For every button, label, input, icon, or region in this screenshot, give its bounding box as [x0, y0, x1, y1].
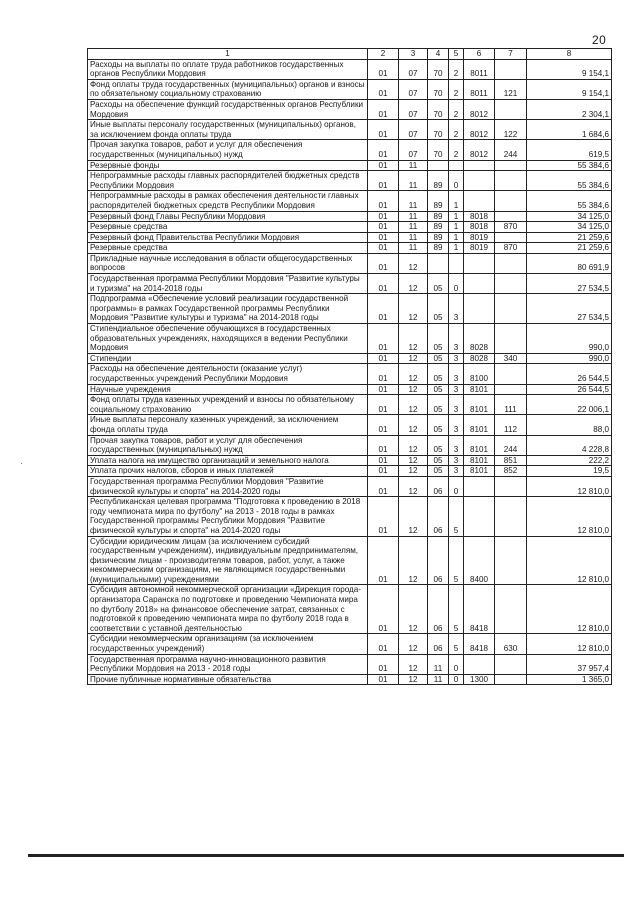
article-code-cell [464, 294, 495, 324]
subprogram-code-cell: 1 [449, 211, 464, 222]
program-code-cell: 05 [428, 274, 449, 294]
item-name-cell: Расходы на обеспечение деятельности (оказание услуг) государственных учреждений Республики Мордовия [88, 364, 368, 384]
program-code-cell: 89 [428, 191, 449, 211]
margin-mark: · [20, 458, 23, 468]
table-row [88, 395, 612, 415]
section-code-cell: 01 [368, 435, 399, 455]
amount-cell: 12 810,0 [527, 634, 612, 654]
article-code-cell: 8101 [464, 395, 495, 415]
table-row [88, 99, 612, 119]
expense-type-code-cell [495, 160, 527, 171]
subprogram-code-cell: 1 [449, 191, 464, 211]
section-code-cell: 01 [368, 455, 399, 466]
item-name-cell: Иные выплаты персоналу государственных (муниципальных) органов, за исключением фонда оплаты труда [88, 120, 368, 140]
article-code-cell: 8101 [464, 435, 495, 455]
budget-table [87, 48, 612, 685]
program-code-cell: 06 [428, 497, 449, 536]
expense-type-code-cell: 122 [495, 120, 527, 140]
subprogram-code-cell: 3 [449, 435, 464, 455]
item-name-cell: Иные выплаты персоналу казенных учреждений, за исключением фонда оплаты труда [88, 415, 368, 435]
article-code-cell: 8100 [464, 364, 495, 384]
amount-cell: 1 684,6 [527, 120, 612, 140]
amount-cell: 88,0 [527, 415, 612, 435]
expense-type-code-cell [495, 274, 527, 294]
program-code-cell: 89 [428, 171, 449, 191]
article-code-cell [464, 497, 495, 536]
subsection-code-cell: 12 [399, 353, 428, 364]
table-row [88, 140, 612, 160]
table-row [88, 59, 612, 79]
item-name-cell: Стипендиальное обеспечение обучающихся в государственных образовательных учреждениях, находящихся в ведении Республики Мордовия [88, 324, 368, 354]
article-code-cell: 8418 [464, 585, 495, 634]
amount-cell: 26 544,5 [527, 384, 612, 395]
table-row [88, 353, 612, 364]
section-code-cell: 01 [368, 232, 399, 243]
subsection-code-cell: 12 [399, 395, 428, 415]
header-cell: 6 [464, 49, 495, 60]
program-code-cell: 89 [428, 222, 449, 233]
article-code-cell [464, 253, 495, 273]
item-name-cell: Фонд оплаты труда казенных учреждений и взносы по обязательному социальному страхованию [88, 395, 368, 415]
table-row [88, 243, 612, 254]
subprogram-code-cell: 3 [449, 353, 464, 364]
item-name-cell: Расходы на выплаты по оплате труда работников государственных органов Республики Мордовия [88, 59, 368, 79]
subsection-code-cell: 07 [399, 99, 428, 119]
subprogram-code-cell: 2 [449, 99, 464, 119]
program-code-cell: 05 [428, 384, 449, 395]
program-code-cell: 89 [428, 232, 449, 243]
program-code-cell: 89 [428, 243, 449, 254]
amount-cell: 55 384,6 [527, 191, 612, 211]
amount-cell: 12 810,0 [527, 585, 612, 634]
section-code-cell: 01 [368, 171, 399, 191]
subsection-code-cell: 12 [399, 435, 428, 455]
subsection-code-cell: 11 [399, 222, 428, 233]
section-code-cell: 01 [368, 654, 399, 674]
article-code-cell: 8028 [464, 324, 495, 354]
subsection-code-cell: 12 [399, 497, 428, 536]
table-row [88, 476, 612, 496]
subsection-code-cell: 12 [399, 585, 428, 634]
header-cell: 2 [368, 49, 399, 60]
item-name-cell: Прочие публичные нормативные обязательства [88, 674, 368, 685]
section-code-cell: 01 [368, 674, 399, 685]
table-row [88, 435, 612, 455]
subprogram-code-cell [449, 253, 464, 273]
table-body [88, 59, 612, 685]
table-row [88, 294, 612, 324]
article-code-cell: 1300 [464, 674, 495, 685]
item-name-cell: Резервные средства [88, 222, 368, 233]
amount-cell: 34 125,0 [527, 222, 612, 233]
section-code-cell: 01 [368, 274, 399, 294]
article-code-cell [464, 171, 495, 191]
amount-cell: 37 957,4 [527, 654, 612, 674]
program-code-cell: 70 [428, 79, 449, 99]
table-row [88, 232, 612, 243]
subsection-code-cell: 11 [399, 160, 428, 171]
program-code-cell: 06 [428, 585, 449, 634]
table-row [88, 585, 612, 634]
amount-cell: 22 006,1 [527, 395, 612, 415]
subprogram-code-cell: 2 [449, 140, 464, 160]
subsection-code-cell: 12 [399, 384, 428, 395]
program-code-cell: 05 [428, 395, 449, 415]
item-name-cell: Субсидии юридическим лицам (за исключением субсидий государственным учреждениям), индивидуальным предпринимателям, физическим лицам - производителям товаров, работ, услуг, а также некоммерческим организациям, не являющимся государственными (муниципальными) учреждениями [88, 536, 368, 585]
section-code-cell: 01 [368, 243, 399, 254]
amount-cell: 2 304,1 [527, 99, 612, 119]
subsection-code-cell: 12 [399, 536, 428, 585]
subsection-code-cell: 11 [399, 211, 428, 222]
program-code-cell [428, 160, 449, 171]
amount-cell: 12 810,0 [527, 497, 612, 536]
table-row [88, 674, 612, 685]
table-row [88, 634, 612, 654]
item-name-cell: Непрограммные расходы главных распорядителей бюджетных средств Республики Мордовия [88, 171, 368, 191]
subsection-code-cell: 07 [399, 120, 428, 140]
item-name-cell: Уплата прочих налогов, сборов и иных платежей [88, 466, 368, 477]
subprogram-code-cell: 5 [449, 634, 464, 654]
subsection-code-cell: 12 [399, 253, 428, 273]
expense-type-code-cell [495, 59, 527, 79]
subprogram-code-cell: 1 [449, 243, 464, 254]
subsection-code-cell: 12 [399, 294, 428, 324]
section-code-cell: 01 [368, 294, 399, 324]
amount-cell: 34 125,0 [527, 211, 612, 222]
item-name-cell: Прочая закупка товаров, работ и услуг для обеспечения государственных (муниципальных) нужд [88, 140, 368, 160]
amount-cell: 27 534,5 [527, 274, 612, 294]
amount-cell: 1 365,0 [527, 674, 612, 685]
subsection-code-cell: 07 [399, 79, 428, 99]
amount-cell: 80 691,9 [527, 253, 612, 273]
article-code-cell: 8012 [464, 120, 495, 140]
expense-type-code-cell [495, 253, 527, 273]
table-row [88, 455, 612, 466]
subprogram-code-cell: 1 [449, 222, 464, 233]
expense-type-code-cell [495, 654, 527, 674]
article-code-cell: 8101 [464, 415, 495, 435]
amount-cell: 9 154,1 [527, 59, 612, 79]
amount-cell: 990,0 [527, 353, 612, 364]
program-code-cell: 11 [428, 674, 449, 685]
item-name-cell: Прочая закупка товаров, работ и услуг для обеспечения государственных (муниципальных) нужд [88, 435, 368, 455]
subsection-code-cell: 11 [399, 243, 428, 254]
section-code-cell: 01 [368, 222, 399, 233]
expense-type-code-cell: 852 [495, 466, 527, 477]
expense-type-code-cell: 121 [495, 79, 527, 99]
table-row [88, 120, 612, 140]
expense-type-code-cell [495, 324, 527, 354]
subprogram-code-cell: 3 [449, 294, 464, 324]
article-code-cell: 8012 [464, 99, 495, 119]
subprogram-code-cell: 5 [449, 497, 464, 536]
subprogram-code-cell: 3 [449, 455, 464, 466]
article-code-cell [464, 476, 495, 496]
article-code-cell: 8011 [464, 59, 495, 79]
program-code-cell: 05 [428, 455, 449, 466]
amount-cell: 21 259,6 [527, 243, 612, 254]
header-cell: 7 [495, 49, 527, 60]
program-code-cell: 05 [428, 364, 449, 384]
table-row [88, 253, 612, 273]
subprogram-code-cell: 0 [449, 674, 464, 685]
section-code-cell: 01 [368, 79, 399, 99]
section-code-cell: 01 [368, 634, 399, 654]
header-cell: 8 [527, 49, 612, 60]
subprogram-code-cell: 0 [449, 274, 464, 294]
subprogram-code-cell: 2 [449, 59, 464, 79]
subprogram-code-cell: 2 [449, 79, 464, 99]
program-code-cell: 70 [428, 99, 449, 119]
program-code-cell: 05 [428, 324, 449, 354]
subprogram-code-cell [449, 160, 464, 171]
table-row [88, 654, 612, 674]
expense-type-code-cell [495, 99, 527, 119]
amount-cell: 19,5 [527, 466, 612, 477]
amount-cell: 222,2 [527, 455, 612, 466]
article-code-cell [464, 654, 495, 674]
subprogram-code-cell: 5 [449, 585, 464, 634]
item-name-cell: Резервный фонд Правительства Республики Мордовия [88, 232, 368, 243]
program-code-cell: 05 [428, 466, 449, 477]
item-name-cell: Фонд оплаты труда государственных (муниципальных) органов и взносы по обязательному социальному страхованию [88, 79, 368, 99]
table-row [88, 222, 612, 233]
subprogram-code-cell: 0 [449, 171, 464, 191]
program-code-cell: 70 [428, 140, 449, 160]
amount-cell: 26 544,5 [527, 364, 612, 384]
program-code-cell: 70 [428, 120, 449, 140]
article-code-cell [464, 191, 495, 211]
section-code-cell: 01 [368, 160, 399, 171]
expense-type-code-cell [495, 476, 527, 496]
header-cell: 1 [88, 49, 368, 60]
program-code-cell [428, 253, 449, 273]
expense-type-code-cell [495, 364, 527, 384]
section-code-cell: 01 [368, 497, 399, 536]
item-name-cell: Подпрограмма «Обеспечение условий реализации государственной программы» в рамках Государственной программы Республики Мордовия "Развитие культуры и туризма" на 2014-2018 годы [88, 294, 368, 324]
item-name-cell: Непрограммные расходы в рамках обеспечения деятельности главных распорядителей бюджетных средств Республики Мордовия [88, 191, 368, 211]
article-code-cell: 8101 [464, 455, 495, 466]
expense-type-code-cell: 244 [495, 140, 527, 160]
subsection-code-cell: 11 [399, 171, 428, 191]
subprogram-code-cell: 2 [449, 120, 464, 140]
program-code-cell: 06 [428, 634, 449, 654]
section-code-cell: 01 [368, 99, 399, 119]
amount-cell: 55 384,6 [527, 160, 612, 171]
page-number: 20 [592, 33, 607, 47]
amount-cell: 12 810,0 [527, 476, 612, 496]
item-name-cell: Резервный фонд Главы Республики Мордовия [88, 211, 368, 222]
article-code-cell: 8019 [464, 232, 495, 243]
expense-type-code-cell: 244 [495, 435, 527, 455]
amount-cell: 27 534,5 [527, 294, 612, 324]
subsection-code-cell: 12 [399, 654, 428, 674]
item-name-cell: Уплата налога на имущество организаций и земельного налога [88, 455, 368, 466]
subprogram-code-cell: 1 [449, 232, 464, 243]
section-code-cell: 01 [368, 536, 399, 585]
table-row [88, 171, 612, 191]
section-code-cell: 01 [368, 585, 399, 634]
item-name-cell: Резервные средства [88, 243, 368, 254]
subsection-code-cell: 12 [399, 476, 428, 496]
subprogram-code-cell: 3 [449, 384, 464, 395]
article-code-cell: 8012 [464, 140, 495, 160]
expense-type-code-cell: 870 [495, 222, 527, 233]
table-row [88, 79, 612, 99]
section-code-cell: 01 [368, 120, 399, 140]
header-cell: 4 [428, 49, 449, 60]
item-name-cell: Стипендии [88, 353, 368, 364]
amount-cell: 9 154,1 [527, 79, 612, 99]
section-code-cell: 01 [368, 415, 399, 435]
subsection-code-cell: 12 [399, 324, 428, 354]
subprogram-code-cell: 0 [449, 654, 464, 674]
article-code-cell [464, 274, 495, 294]
program-code-cell: 05 [428, 353, 449, 364]
table-row [88, 211, 612, 222]
table-row [88, 324, 612, 354]
subsection-code-cell: 12 [399, 364, 428, 384]
section-code-cell: 01 [368, 191, 399, 211]
subsection-code-cell: 07 [399, 140, 428, 160]
section-code-cell: 01 [368, 253, 399, 273]
header-row [88, 49, 612, 60]
expense-type-code-cell [495, 232, 527, 243]
section-code-cell: 01 [368, 324, 399, 354]
program-code-cell: 11 [428, 654, 449, 674]
subprogram-code-cell: 3 [449, 395, 464, 415]
article-code-cell: 8018 [464, 222, 495, 233]
table-row [88, 364, 612, 384]
amount-cell: 12 810,0 [527, 536, 612, 585]
expense-type-code-cell: 870 [495, 243, 527, 254]
item-name-cell: Государственная программа Республики Мордовия "Развитие культуры и туризма" на 2014-2018 годы [88, 274, 368, 294]
table-row [88, 191, 612, 211]
section-code-cell: 01 [368, 384, 399, 395]
subsection-code-cell: 12 [399, 674, 428, 685]
section-code-cell: 01 [368, 140, 399, 160]
expense-type-code-cell [495, 171, 527, 191]
section-code-cell: 01 [368, 466, 399, 477]
item-name-cell: Научные учреждения [88, 384, 368, 395]
section-code-cell: 01 [368, 353, 399, 364]
expense-type-code-cell [495, 674, 527, 685]
subsection-code-cell: 11 [399, 191, 428, 211]
table-row [88, 384, 612, 395]
subsection-code-cell: 12 [399, 455, 428, 466]
expense-type-code-cell [495, 497, 527, 536]
expense-type-code-cell [495, 211, 527, 222]
subprogram-code-cell: 3 [449, 324, 464, 354]
table-row [88, 497, 612, 536]
expense-type-code-cell: 851 [495, 455, 527, 466]
expense-type-code-cell: 630 [495, 634, 527, 654]
subsection-code-cell: 12 [399, 415, 428, 435]
subprogram-code-cell: 3 [449, 364, 464, 384]
subsection-code-cell: 11 [399, 232, 428, 243]
amount-cell: 619,5 [527, 140, 612, 160]
item-name-cell: Резервные фонды [88, 160, 368, 171]
expense-type-code-cell [495, 536, 527, 585]
expense-type-code-cell [495, 585, 527, 634]
bottom-rule [28, 854, 624, 857]
program-code-cell: 89 [428, 211, 449, 222]
item-name-cell: Государственная программа научно-инновационного развития Республики Мордовия на 2013 - 2018 годы [88, 654, 368, 674]
subsection-code-cell: 12 [399, 634, 428, 654]
article-code-cell: 8101 [464, 466, 495, 477]
subsection-code-cell: 12 [399, 466, 428, 477]
subsection-code-cell: 12 [399, 274, 428, 294]
expense-type-code-cell [495, 191, 527, 211]
item-name-cell: Республиканская целевая программа "Подготовка к проведению в 2018 году чемпионата мира по футболу" на 2013 - 2018 годы в рамках Государственной программы Республики Мордовия "Развитие физической культуры и спорта" на 2014-2020 годы [88, 497, 368, 536]
section-code-cell: 01 [368, 364, 399, 384]
header-cell: 5 [449, 49, 464, 60]
article-code-cell [464, 160, 495, 171]
amount-cell: 4 228,8 [527, 435, 612, 455]
section-code-cell: 01 [368, 211, 399, 222]
article-code-cell: 8101 [464, 384, 495, 395]
subprogram-code-cell: 0 [449, 476, 464, 496]
program-code-cell: 05 [428, 435, 449, 455]
table-row [88, 274, 612, 294]
article-code-cell: 8018 [464, 211, 495, 222]
subprogram-code-cell: 3 [449, 466, 464, 477]
section-code-cell: 01 [368, 476, 399, 496]
header-cell: 3 [399, 49, 428, 60]
table-row [88, 415, 612, 435]
expense-type-code-cell: 340 [495, 353, 527, 364]
subprogram-code-cell: 3 [449, 415, 464, 435]
program-code-cell: 06 [428, 476, 449, 496]
item-name-cell: Прикладные научные исследования в области общегосударственных вопросов [88, 253, 368, 273]
table-row [88, 536, 612, 585]
amount-cell: 990,0 [527, 324, 612, 354]
program-code-cell: 70 [428, 59, 449, 79]
article-code-cell: 8400 [464, 536, 495, 585]
subsection-code-cell: 07 [399, 59, 428, 79]
item-name-cell: Расходы на обеспечение функций государственных органов Республики Мордовия [88, 99, 368, 119]
section-code-cell: 01 [368, 59, 399, 79]
expense-type-code-cell: 111 [495, 395, 527, 415]
article-code-cell: 8019 [464, 243, 495, 254]
table-row [88, 466, 612, 477]
subprogram-code-cell: 5 [449, 536, 464, 585]
article-code-cell: 8011 [464, 79, 495, 99]
program-code-cell: 05 [428, 415, 449, 435]
expense-type-code-cell: 112 [495, 415, 527, 435]
program-code-cell: 05 [428, 294, 449, 324]
program-code-cell: 06 [428, 536, 449, 585]
article-code-cell: 8028 [464, 353, 495, 364]
item-name-cell: Субсидии некоммерческим организациям (за исключением государственных учреждений) [88, 634, 368, 654]
article-code-cell: 8418 [464, 634, 495, 654]
item-name-cell: Субсидия автономной некоммерческой организации «Дирекция города-организатора Саранска по подготовке и проведению Чемпионата мира по футболу 2018» на финансовое обеспечение затрат, связанных с подготовкой к проведению чемпионата мира по футболу 2018 года в соответствии с уставной деятельностью [88, 585, 368, 634]
expense-type-code-cell [495, 384, 527, 395]
amount-cell: 21 259,6 [527, 232, 612, 243]
item-name-cell: Государственная программа Республики Мордовия "Развитие физической культуры и спорта" на 2014-2020 годы [88, 476, 368, 496]
amount-cell: 55 384,6 [527, 171, 612, 191]
expense-type-code-cell [495, 294, 527, 324]
table-row [88, 160, 612, 171]
section-code-cell: 01 [368, 395, 399, 415]
